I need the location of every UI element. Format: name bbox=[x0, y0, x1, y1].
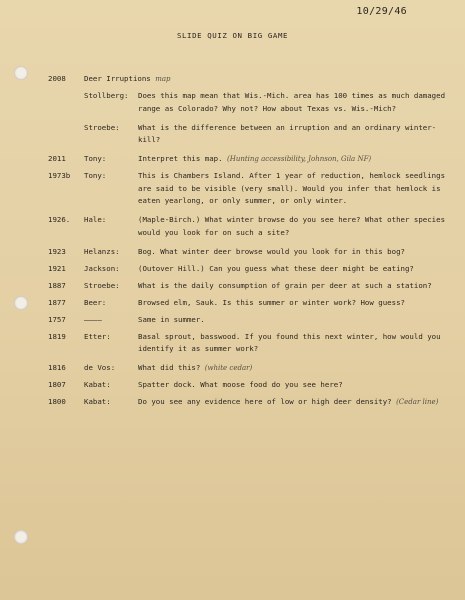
entry-text: Interpret this map. bbox=[138, 154, 223, 163]
entry-text: Spatter dock. What moose food do you see here? bbox=[138, 380, 343, 389]
entry-text: (Maple-Birch.) What winter browse do you see here? What other species would you look for on such a site? bbox=[138, 215, 450, 237]
speaker-name: Tony: bbox=[84, 154, 107, 163]
speaker-name: ———— bbox=[84, 314, 102, 324]
page-title: SLIDE QUIZ ON BIG GAME bbox=[176, 31, 289, 40]
quiz-entry bbox=[0, 362, 465, 375]
document-date: 10/29/46 bbox=[356, 6, 407, 17]
speaker-name: Jackson: bbox=[84, 263, 120, 273]
speaker-name: Stroebe: bbox=[84, 122, 120, 132]
entry-text: Bog. What winter deer browse would you look for in this bog? bbox=[138, 246, 405, 256]
speaker-name: Helanzs: bbox=[84, 246, 120, 256]
binder-hole-bottom bbox=[14, 530, 28, 544]
speaker-name: Stollberg: bbox=[84, 91, 129, 100]
entry-text: Do you see any evidence here of low or high deer density? bbox=[138, 397, 392, 406]
quiz-entry bbox=[0, 73, 465, 86]
slide-number: 1926. bbox=[48, 215, 71, 224]
quiz-entry bbox=[0, 263, 465, 276]
speaker-name: Hale: bbox=[84, 215, 107, 224]
slide-number: 1819 bbox=[48, 331, 66, 341]
quiz-entry bbox=[0, 214, 465, 239]
entry-text: Browsed elm, Sauk. Is this summer or winter work? How guess? bbox=[138, 297, 405, 307]
entry-text: Same in summer. bbox=[138, 314, 205, 324]
slide-number: 1921 bbox=[48, 263, 66, 273]
speaker-name: Etter: bbox=[84, 331, 111, 341]
handwritten-note: (Cedar line) bbox=[396, 398, 439, 406]
slide-number: 1923 bbox=[48, 246, 66, 256]
slide-number: 1973b bbox=[48, 171, 71, 180]
quiz-entry bbox=[0, 379, 465, 392]
slide-number: 2008 bbox=[48, 74, 66, 83]
quiz-entry bbox=[0, 297, 465, 310]
entry-text: Does this map mean that Wis.-Mich. area has 100 times as much damaged range as Colorado? Why not? How about Texas vs. Wis.-Mich? bbox=[138, 91, 450, 113]
quiz-entry bbox=[0, 396, 465, 409]
quiz-entry bbox=[0, 170, 465, 208]
slide-number: 1800 bbox=[48, 397, 66, 406]
slide-number: 1816 bbox=[48, 363, 66, 372]
entry-text: What is the difference between an irruption and an ordinary winter-kill? bbox=[138, 122, 437, 144]
handwritten-note: (Hunting accessibility, Johnson, Gila NF) bbox=[227, 155, 372, 163]
quiz-entry bbox=[0, 280, 465, 293]
slide-number: 2011 bbox=[48, 154, 66, 163]
speaker-name: Kabat: bbox=[84, 380, 111, 389]
speaker-name: Kabat: bbox=[84, 397, 111, 406]
slide-number: 1877 bbox=[48, 297, 66, 307]
handwritten-note: map bbox=[155, 75, 171, 83]
speaker-name: de Vos: bbox=[84, 363, 116, 372]
speaker-name: Stroebe: bbox=[84, 280, 120, 290]
quiz-entry bbox=[0, 314, 465, 327]
entry-text: Deer Irruptions bbox=[84, 74, 151, 83]
quiz-entries bbox=[0, 73, 465, 413]
quiz-entry bbox=[0, 122, 465, 147]
quiz-entry bbox=[0, 153, 465, 166]
speaker-name: Beer: bbox=[84, 297, 107, 307]
entry-text: What did this? bbox=[138, 363, 201, 372]
entry-text: What is the daily consumption of grain per deer at such a station? bbox=[138, 280, 432, 290]
quiz-entry bbox=[0, 246, 465, 259]
entry-text: Basal sprout, basswood. If you found this next winter, how would you identify it as summer work? bbox=[138, 331, 446, 353]
entry-text: This is Chambers Island. After 1 year of reduction, hemlock seedlings are said to be visible (very small). Would you infer that hemlock is eaten yearlong, or only summer, or only winter. bbox=[138, 171, 450, 205]
quiz-entry bbox=[0, 90, 465, 115]
quiz-entry bbox=[0, 331, 465, 356]
slide-number: 1807 bbox=[48, 380, 66, 389]
entry-text: (Outover Hill.) Can you guess what these deer might be eating? bbox=[138, 263, 414, 273]
slide-number: 1887 bbox=[48, 280, 66, 290]
handwritten-note: (white cedar) bbox=[204, 364, 253, 372]
slide-number: 1757 bbox=[48, 314, 66, 324]
speaker-name: Tony: bbox=[84, 171, 107, 180]
